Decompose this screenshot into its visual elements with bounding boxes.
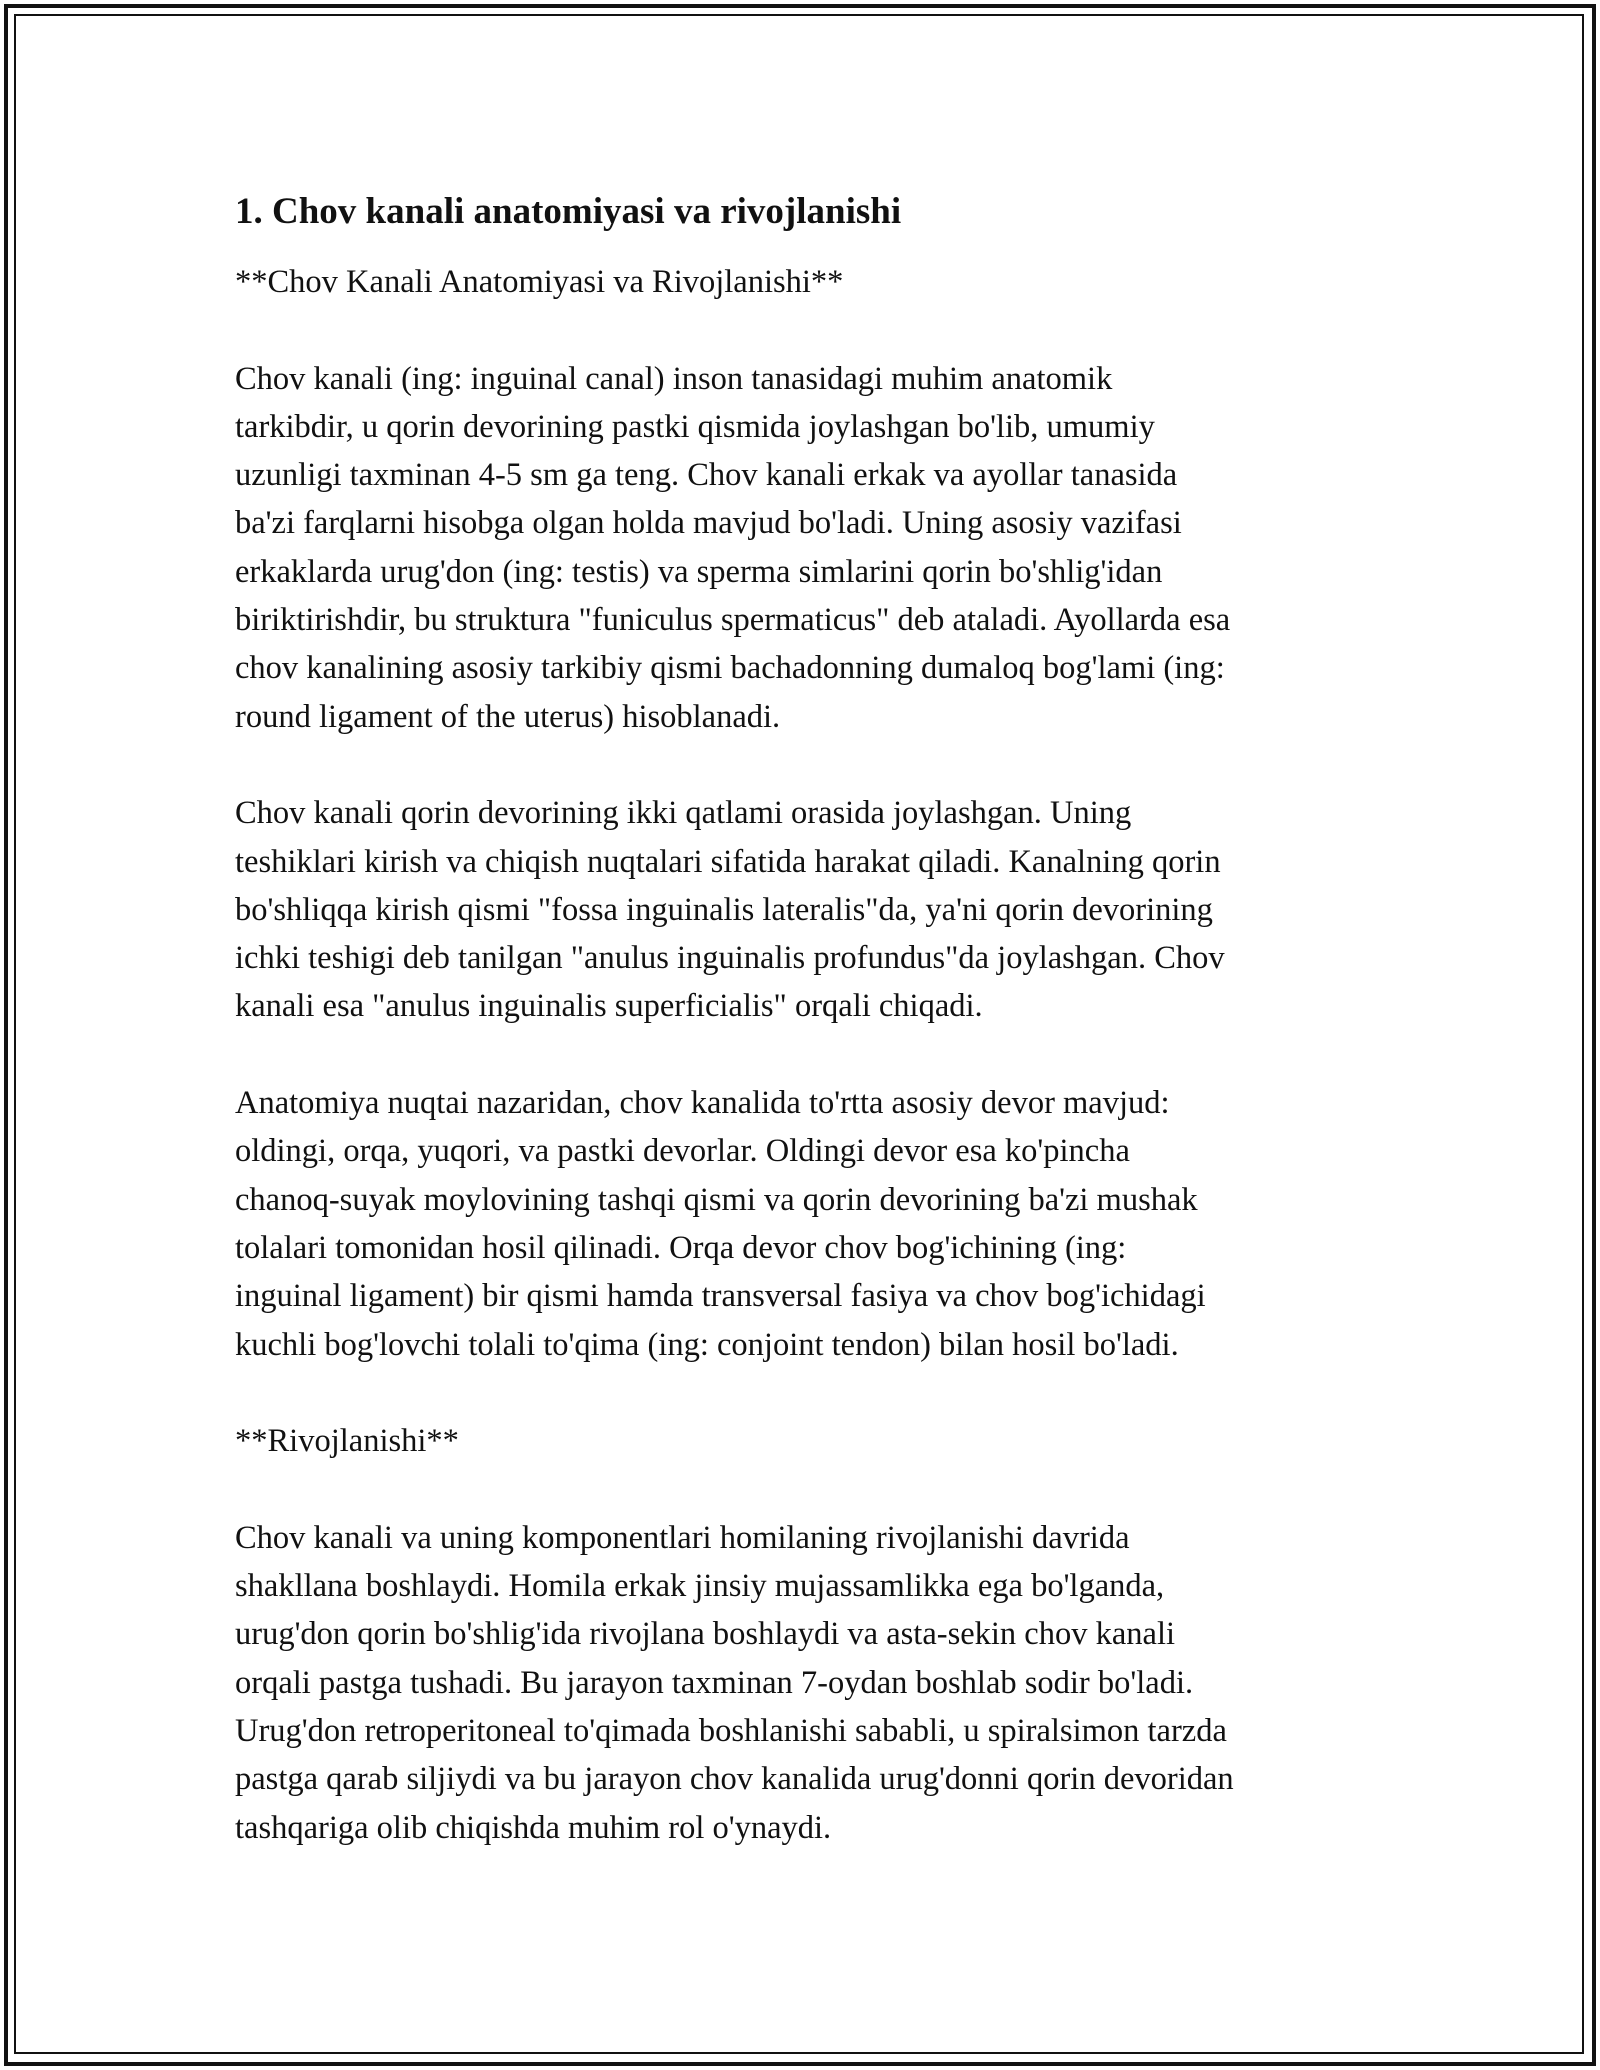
- text-line: kuchli bog'lovchi tolali to'qima (ing: conjoint tendon) bilan hosil bo'ladi.: [235, 1326, 1179, 1363]
- text-line: oldingi, orqa, yuqori, va pastki devorlar. Oldingi devor esa ko'pincha: [235, 1133, 1130, 1170]
- text-line: erkaklarda urug'don (ing: testis) va sperma simlarini qorin bo'shlig'idan: [235, 553, 1163, 590]
- text-line: biriktirishdir, bu struktura "funiculus spermaticus" deb ataladi. Ayollarda esa: [235, 602, 1231, 639]
- text-line: bo'shliqqa kirish qismi "fossa inguinalis lateralis"da, ya'ni qorin devorining: [235, 891, 1213, 928]
- text-line: Chov kanali qorin devorining ikki qatlami orasida joylashgan. Uning: [235, 795, 1132, 832]
- text-line: urug'don qorin bo'shlig'ida rivojlana boshlaydi va asta-sekin chov kanali: [235, 1616, 1176, 1653]
- document-body: [235, 186, 1375, 1900]
- text-line: teshiklari kirish va chiqish nuqtalari sifatida harakat qiladi. Kanalning qorin: [235, 843, 1221, 880]
- text-line: uzunligi taxminan 4-5 sm ga teng. Chov kanali erkak va ayollar tanasida: [235, 457, 1178, 494]
- paragraph-development: [235, 1514, 1375, 1852]
- text-line: chanoq-suyak moylovining tashqi qismi va qorin devorining ba'zi mushak: [235, 1181, 1198, 1218]
- text-line: Urug'don retroperitoneal to'qimada boshlanishi sababli, u spiralsimon tarzda: [235, 1712, 1227, 1749]
- text-line: orqali pastga tushadi. Bu jarayon taxminan 7-oydan boshlab sodir bo'ladi.: [235, 1664, 1194, 1701]
- paragraph-location: [235, 789, 1375, 1030]
- text-line: ba'zi farqlarni hisobga olgan holda mavjud bo'ladi. Uning asosiy vazifasi: [235, 505, 1182, 542]
- text-line: tashqariga olib chiqishda muhim rol o'ynaydi.: [235, 1809, 832, 1846]
- paragraph-intro: [235, 355, 1375, 741]
- text-line: **Rivojlanishi**: [235, 1423, 459, 1460]
- text-line: Chov kanali (ing: inguinal canal) inson tanasidagi muhim anatomik: [235, 360, 1113, 397]
- text-line: round ligament of the uterus) hisoblanadi.: [235, 698, 781, 735]
- document-title: 1. Chov kanali anatomiyasi va rivojlanishi: [235, 191, 902, 232]
- text-line: chov kanalining asosiy tarkibiy qismi bachadonning dumaloq bog'lami (ing:: [235, 650, 1225, 687]
- text-line: **Chov Kanali Anatomiyasi va Rivojlanishi**: [235, 264, 844, 300]
- text-line: shakllana boshlaydi. Homila erkak jinsiy mujassamlikka ega bo'lganda,: [235, 1568, 1165, 1605]
- text-line: kanali esa "anulus inguinalis superficialis" orqali chiqadi.: [235, 988, 983, 1025]
- paragraph-section-heading: [235, 1417, 1375, 1465]
- text-line: inguinal ligament) bir qismi hamda transversal fasiya va chov bog'ichidagi: [235, 1278, 1206, 1315]
- text-line: tarkibdir, u qorin devorining pastki qismida joylashgan bo'lib, umumiy: [235, 408, 1155, 445]
- paragraph-walls: [235, 1079, 1375, 1369]
- text-line: Anatomiya nuqtai nazaridan, chov kanalida to'rtta asosiy devor mavjud:: [235, 1085, 1170, 1122]
- text-line: Chov kanali va uning komponentlari homilaning rivojlanishi davrida: [235, 1519, 1130, 1556]
- text-line: ichki teshigi deb tanilgan "anulus inguinalis profundus"da joylashgan. Chov: [235, 940, 1225, 977]
- text-line: pastga qarab siljiydi va bu jarayon chov kanalida urug'donni qorin devoridan: [235, 1761, 1234, 1798]
- text-line: tolalari tomonidan hosil qilinadi. Orqa devor chov bog'ichining (ing:: [235, 1229, 1127, 1266]
- paragraph-subtitle: [235, 258, 1375, 306]
